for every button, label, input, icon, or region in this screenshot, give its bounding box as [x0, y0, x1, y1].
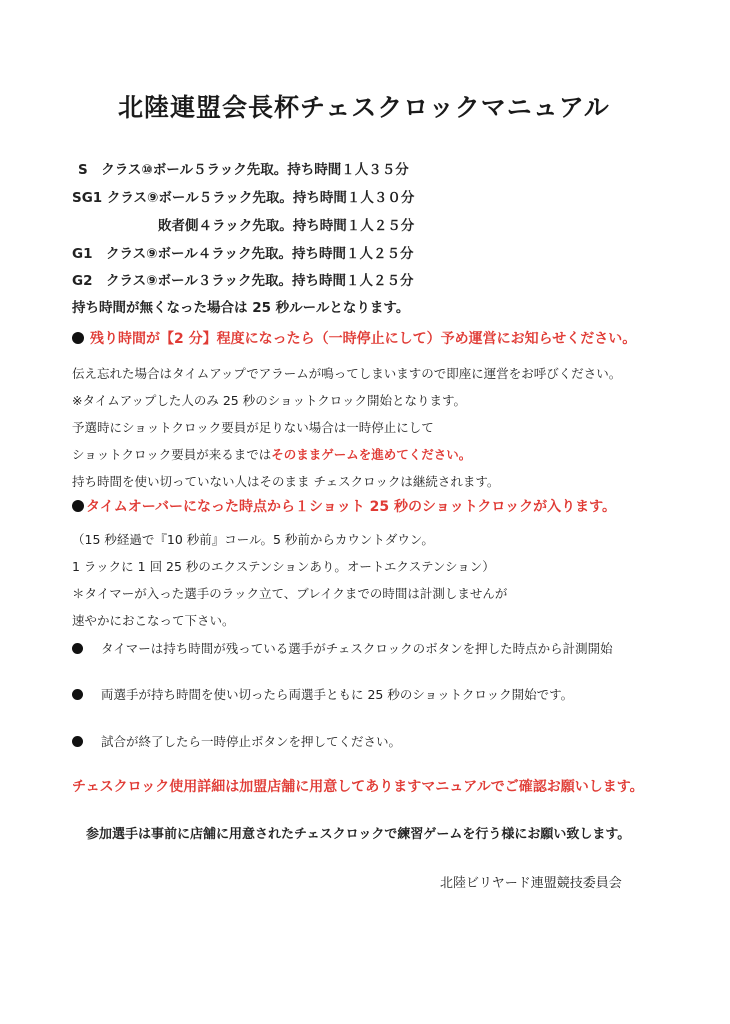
- rule-s-class: S クラス⑩ボール５ラック先取。持ち時間１人３５分: [78, 162, 409, 178]
- bullet-icon: [72, 736, 83, 747]
- both-players-text: 両選手が持ち時間を使い切ったら両選手ともに 25 秒のショットクロック開始です。: [101, 687, 574, 702]
- shot-clock-staff-prefix: ショットクロック要員が来るまでは: [72, 447, 272, 462]
- notice-time-over: [72, 496, 616, 516]
- match-end-text: 試合が終了したら一時停止ボタンを押してください。: [101, 734, 402, 749]
- notice-two-minutes-text: 残り時間が【2 分】程度になったら（一時停止にして）予め運営にお知らせください。: [90, 331, 637, 347]
- signature: 北陸ビリヤード連盟競技委員会: [440, 876, 622, 891]
- notice-two-minutes: [72, 328, 636, 348]
- bullet-icon: [72, 500, 84, 512]
- page-title: 北陸連盟会長杯チェスクロックマニュアル: [118, 93, 610, 122]
- practice-notice: 参加選手は事前に店舗に用意されたチェスクロックで練習ゲームを行う様にお願い致します。: [86, 827, 631, 842]
- countdown-text: （15 秒経過で『10 秒前』コール。5 秒前からカウントダウン。: [72, 532, 434, 547]
- manual-notice: チェスクロック使用詳細は加盟店舗に用意してありますマニュアルでご確認お願いします。: [72, 779, 644, 795]
- rule-sg1-class: SG1 クラス⑨ボール５ラック先取。持ち時間１人３０分: [72, 190, 415, 206]
- bullet-icon: [72, 689, 83, 700]
- continue-game-highlight: そのままゲームを進めてください。: [271, 447, 472, 462]
- shot-clock-staff-text: [72, 445, 471, 463]
- bullet-icon: [72, 332, 84, 344]
- time-up-shot-clock-text: ※タイムアップした人のみ 25 秒のショットクロック開始となります。: [72, 393, 466, 408]
- bullet-icon: [72, 643, 83, 654]
- list-item: [72, 685, 573, 703]
- rule-g1-class: G1 クラス⑨ボール４ラック先取。持ち時間１人２５分: [72, 246, 414, 262]
- time-up-alarm-text: 伝え忘れた場合はタイムアップでアラームが鳴ってしまいますので即座に運営をお呼びください。: [72, 366, 622, 381]
- preliminary-pause-text: 予選時にショットクロック要員が足りない場合は一時停止にして: [72, 420, 434, 435]
- rack-break-text: ＊タイマーが入った選手のラック立て、ブレイクまでの時間は計測しませんが: [72, 586, 508, 601]
- extension-text: 1 ラックに 1 回 25 秒のエクステンションあり。オートエクステンション）: [72, 559, 495, 574]
- list-item: [72, 639, 613, 657]
- timer-start-text: タイマーは持ち時間が残っている選手がチェスクロックのボタンを押した時点から計測開始: [101, 641, 613, 656]
- list-item: [72, 732, 401, 750]
- rule-g2-class: G2 クラス⑨ボール３ラック先取。持ち時間１人２５分: [72, 273, 414, 289]
- rule-losers-side: 敗者側４ラック先取。持ち時間１人２５分: [158, 218, 415, 234]
- chess-clock-continue-text: 持ち時間を使い切っていない人はそのまま チェスクロックは継続されます。: [72, 474, 500, 489]
- rule-25-second: 持ち時間が無くなった場合は 25 秒ルールとなります。: [72, 300, 410, 316]
- notice-time-over-text: タイムオーバーになった時点から１ショット 25 秒のショットクロックが入ります。: [86, 499, 617, 515]
- promptly-text: 速やかにおこなって下さい。: [72, 613, 235, 628]
